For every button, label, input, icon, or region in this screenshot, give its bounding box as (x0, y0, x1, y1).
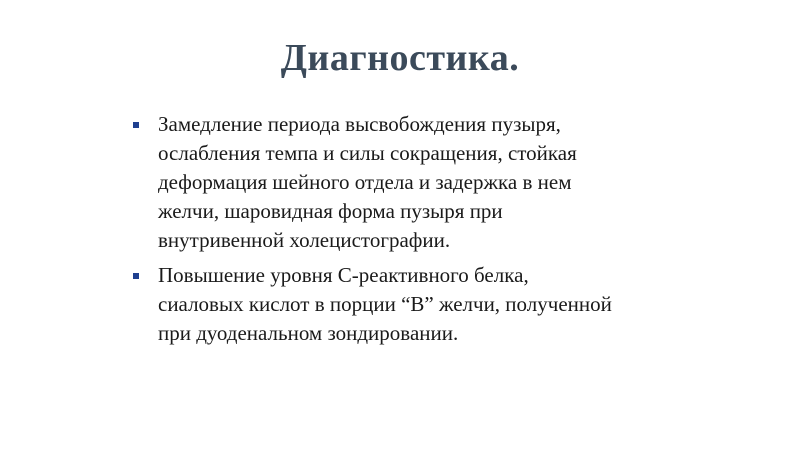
bullet-text-line: Замедление периода высвобождения пузыря, (158, 112, 561, 136)
bullet-text-line: Повышение уровня С-реактивного белка, (158, 263, 529, 287)
square-bullet-icon (133, 122, 139, 128)
bullet-list (133, 110, 693, 354)
bullet-item (133, 261, 693, 348)
bullet-text-line: ослабления темпа и силы сокращения, стойкая (158, 141, 577, 165)
bullet-text-line: сиаловых кислот в порции “В” желчи, полученной (158, 292, 612, 316)
bullet-text-line: внутривенной холецистографии. (158, 228, 451, 252)
bullet-item (133, 110, 693, 255)
bullet-text-line: деформация шейного отдела и задержка в нем (158, 170, 572, 194)
bullet-text-line: при дуоденальном зондировании. (158, 321, 459, 345)
square-bullet-icon (133, 273, 139, 279)
bullet-text-line: желчи, шаровидная форма пузыря при (158, 199, 503, 223)
slide-title: Диагностика. (280, 37, 520, 79)
